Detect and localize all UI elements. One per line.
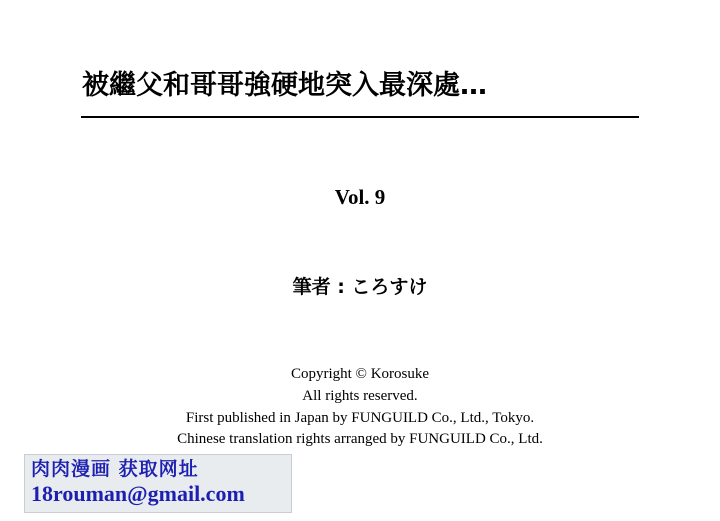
author-label: 筆者 : ころすけ: [292, 276, 428, 298]
copyright-block: [0, 364, 720, 451]
title-divider: [81, 116, 639, 118]
volume-label: Vol. 9: [334, 185, 386, 209]
copyright-line-3: First published in Japan by FUNGUILD Co., Ltd., Tokyo.: [185, 409, 535, 426]
page-title: 被繼父和哥哥強硬地突入最深處…: [82, 70, 487, 101]
copyright-line-2: All rights reserved.: [302, 387, 418, 404]
watermark-site-label: 肉肉漫画 获取网址: [31, 457, 199, 480]
copyright-line-4: Chinese translation rights arranged by FUNGUILD Co., Ltd.: [177, 431, 543, 448]
copyright-line-1: Copyright © Korosuke: [290, 366, 430, 382]
watermark-badge: [24, 454, 292, 513]
watermark-email: 18rouman@gmail.com: [31, 480, 245, 506]
title-block: [0, 70, 720, 118]
